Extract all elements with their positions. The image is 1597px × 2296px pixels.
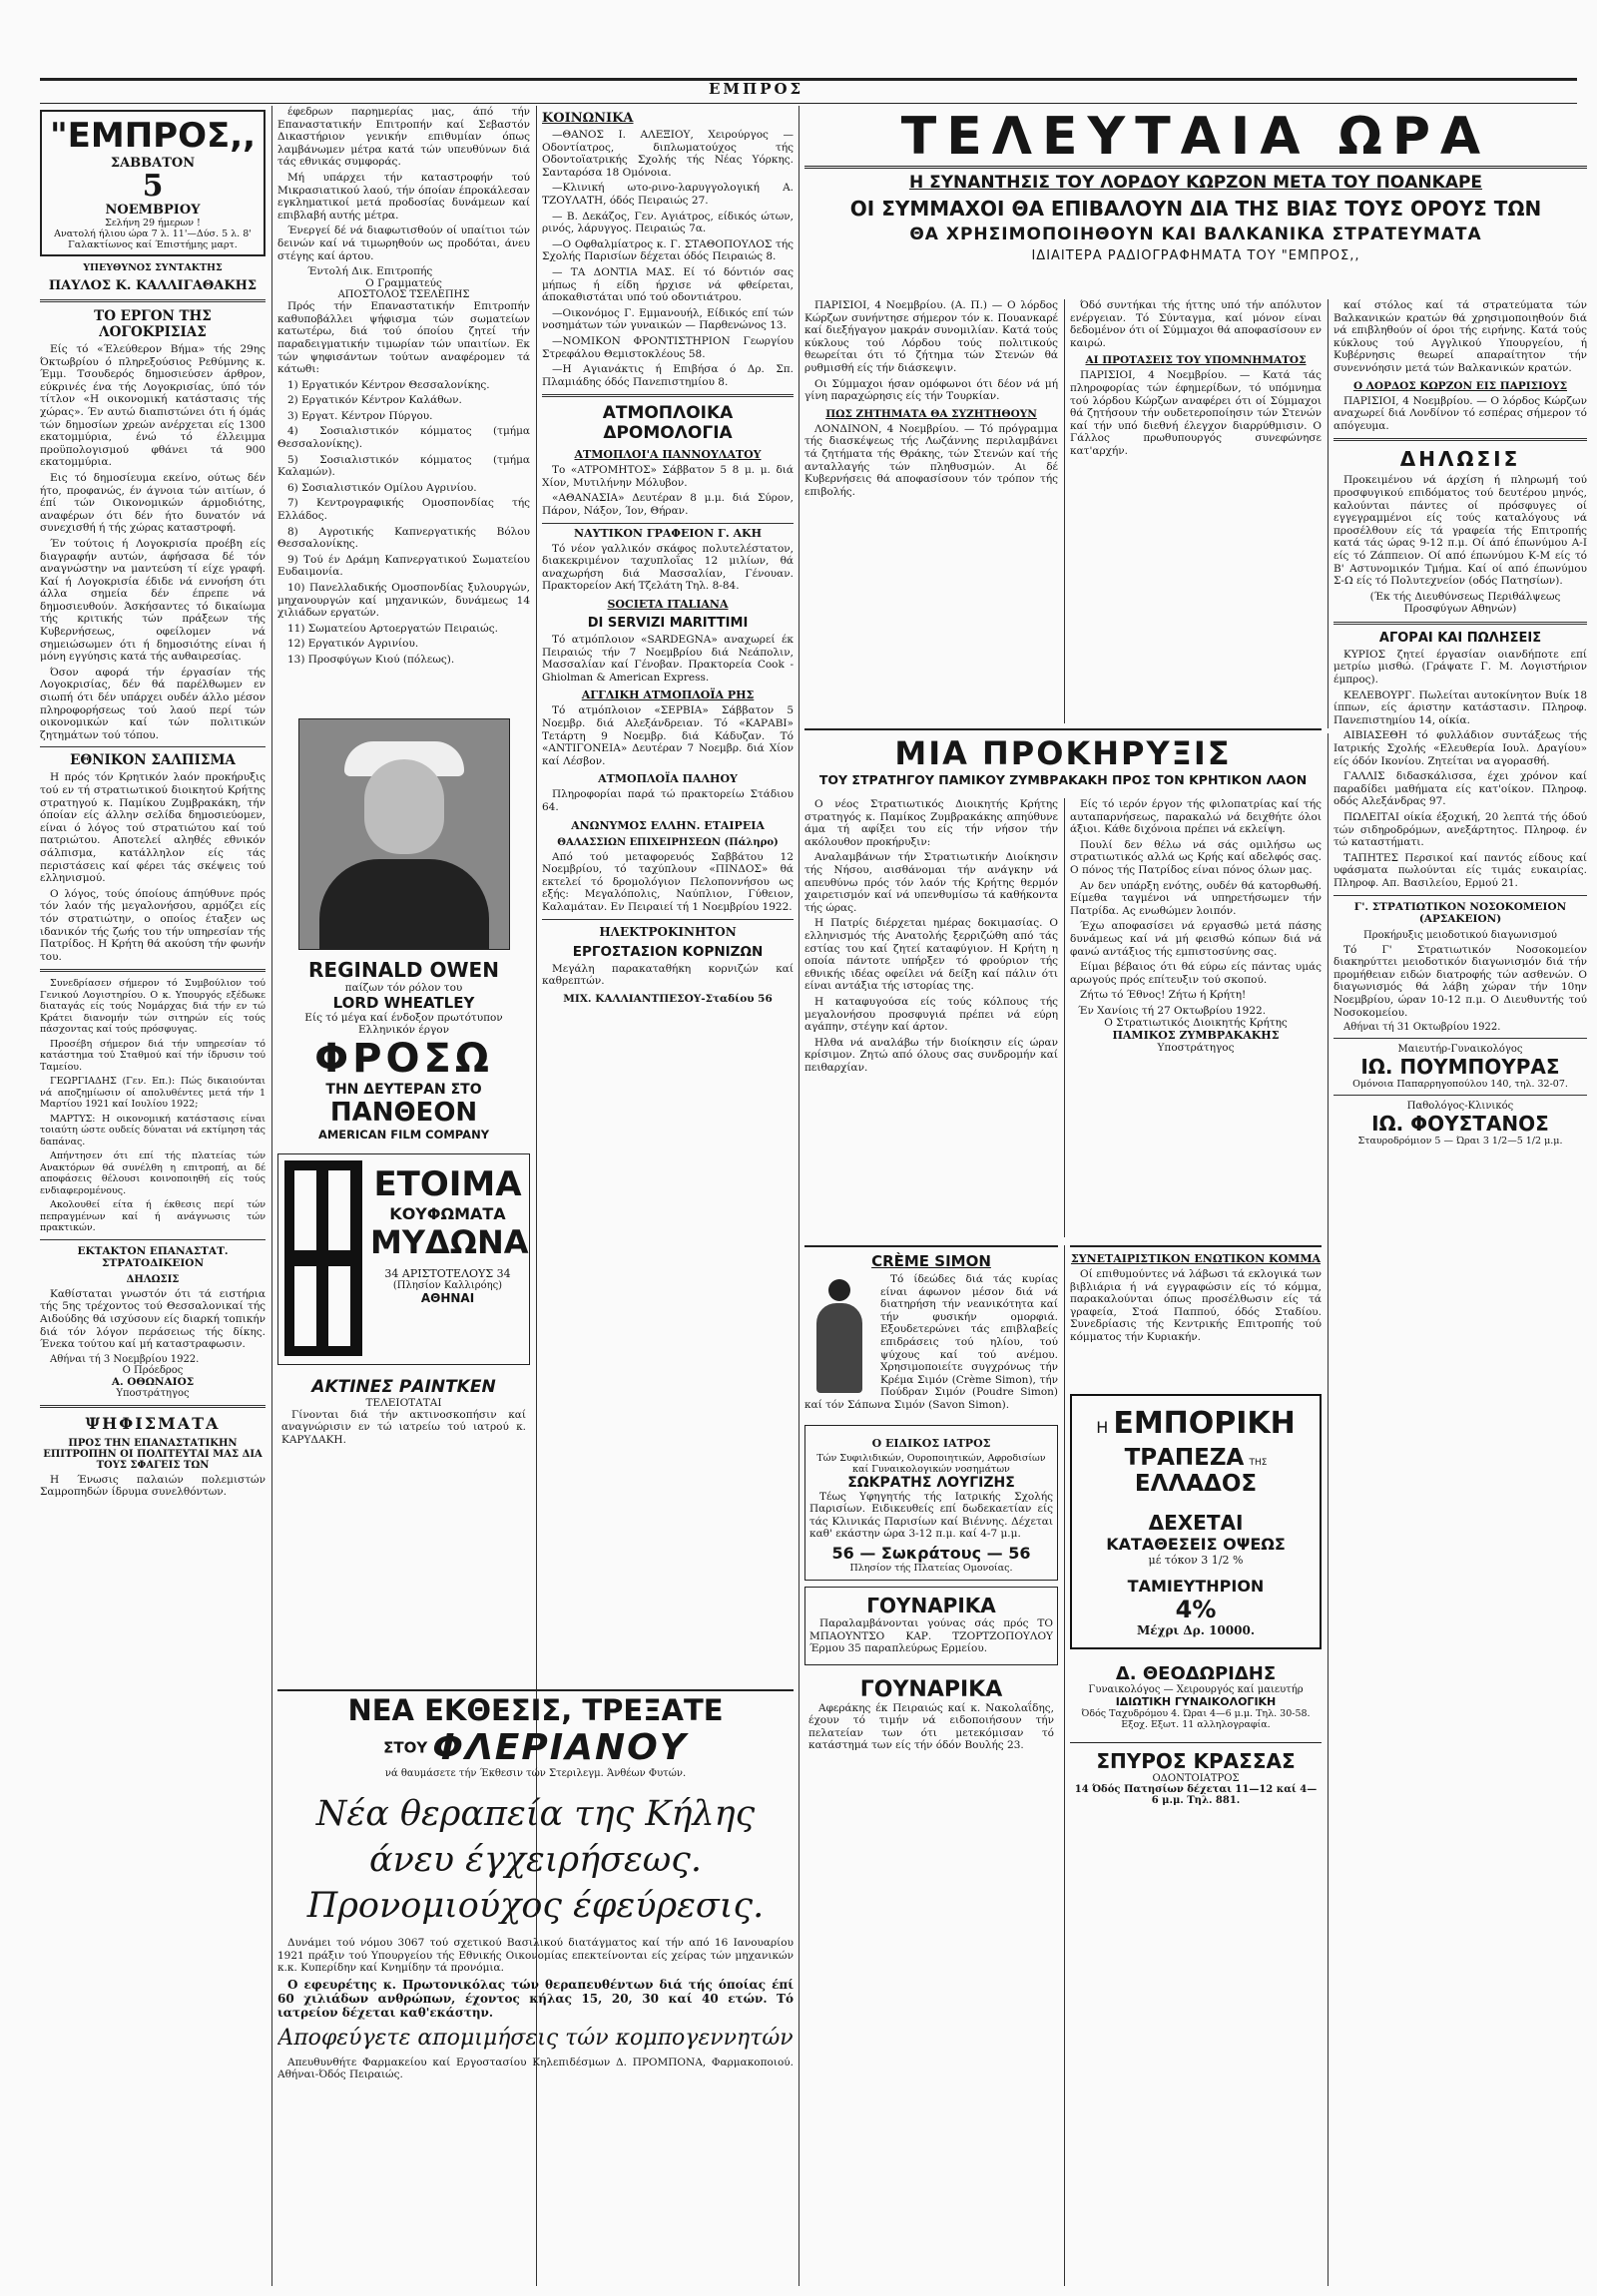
notice-signature: Α. ΟΘΩΝΑΙΟΣ — [111, 1375, 195, 1388]
film-star: REGINALD OWEN — [308, 957, 499, 982]
column-rule — [798, 106, 799, 2286]
film-description: Είς τό μέγα καί ένδοξον πρωτότυπον Ελληνικόν έργον — [304, 1011, 503, 1036]
headline-sub1: Η ΣΥΝΑΝΤΗΣΙΣ ΤΟΥ ΛΟΡΔΟΥ ΚΩΡΖΟΝ ΜΕΤΑ ΤΟΥ ΠΟΑΝΚΑΡΕ — [908, 173, 1483, 193]
furs-advertisement — [804, 1587, 1058, 1665]
declaration-text: Προκειμένου νά άρχίση ή πληρωμή τού προσφυγικού επιδόματος τού δευτέρου μηνός, καλούνται πάντες οί πρόσφυγες οί εγγεγραμμένοι είς τούς καταλόγους νά προσέλθουν είς τά γραφεία τής Επιτροπής κατά τάς ώρας 9-12 π.μ. Οί άπό έπωνύμου Α-Ι είς τό Ζάππειον. Οί από έπωνύμου Κ-Μ είς τό Β' Αστυνομικόν Τμήμα. Καί οί από έπωνύμου Σ-Ω είς τό Πολυτεχνείον (οδός Πατησίων). — [1333, 474, 1587, 588]
shop-city: ΑΘΗΝΑΙ — [420, 1290, 475, 1305]
separator — [40, 969, 266, 972]
dateline-box — [40, 110, 266, 256]
editor-role: ΥΠΕΥΘΥΝΟΣ ΣΥΝΤΑΚΤΗΣ — [83, 262, 223, 273]
shipping-item: «ΑΘΑΝΑΣΙΑ» Δευτέραν 8 μ.μ. διά Σύρον, Πάρον, Νάξον, Ίον, Θήραν. — [542, 492, 794, 518]
notice-paragraph: Καθίσταται γνωστόν ότι τά ειστήρια τής 5ης τρέχοντος τού Θεσσαλονικαί τής Αιδούδης θά ισχύσουν είς διαρκή τοπικήν διά τόν λόγον περάσειως τής δίκης. Ένεκα τούτου καί μή καταστραφωσιν. — [40, 1287, 266, 1351]
shipping-company: ΑΓΓΛΙΚΗ ΑΤΜΟΠΛΟΪΑ ΡΗΣ — [581, 689, 755, 702]
article-paragraph: Ένεργεί δέ νά διαφωτισθούν οί υπαίτιοι τών δεινών καί νά τιμωρηθούν ως προδόται, άνευ στέγης καί άρτου. — [277, 225, 530, 262]
shop-subheading: ΚΟΥΦΩΜΑΤΑ — [389, 1203, 506, 1223]
bank-max: Μέχρι Δρ. 10000. — [1136, 1622, 1255, 1637]
market-item: ΑΙΒΙΑΣΕΘΗ τό φυλλάδιον συντάξεως τής Ιατρικής Σχολής «Ελευθερία Ιουλ. Δραγίου» είς όδόν Ικονίου. Ζητείται να αγορασθή. — [1333, 729, 1587, 767]
news-subheading: ΑΙ ΠΡΟΤΑΣΕΙΣ ΤΟΥ ΥΠΟΜΝΗΜΑΤΟΣ — [1085, 354, 1307, 367]
masthead-strip — [40, 78, 1577, 104]
separator — [542, 394, 794, 397]
headline-sub2: ΟΙ ΣΥΜΜΑΧΟΙ ΘΑ ΕΠΙΒΑΛΟΥΝ ΔΙΑ ΤΗΣ ΒΙΑΣ ΤΟΥΣ ΟΡΟΥΣ ΤΩΝ — [849, 197, 1542, 221]
editor-name: ΠΑΥΛΟΣ Κ. ΚΑΛΛΙΓΑΘΑΚΗΣ — [48, 278, 258, 293]
proclamation-paragraph: Αν δεν υπάρξη ενότης, ουδέν θά κατορθωθή. Είμεθα ταγμένοι νά υπηρετήσωμεν τήν Πατρίδα. Ας ενωθώμεν λοιπόν. — [1070, 879, 1322, 917]
list-item: 2) Εργατικόν Κέντρον Καλάθων. — [287, 394, 462, 407]
headline-sub4: ΙΔΙΑΙΤΕΡΑ ΡΑΔΙΟΓΡΑΦΗΜΑΤΑ ΤΟΥ "ΕΜΠΡΟΣ,, — [1031, 248, 1360, 263]
film-role-name: LORD WHEATLEY — [332, 993, 475, 1012]
news-paragraph: ΠΑΡΙΣΙΟΙ, 4 Νοεμβρίου. — Ο λόρδος Κώρζων αναχωρεί διά Λονδίνον τό εσπέρας σήμερον τό απόγευμα. — [1333, 394, 1587, 432]
shipping-company: ΑΤΜΟΠΛΟΙ'Α ΠΑΝΝΟΥΛΑΤΟΥ — [574, 448, 762, 462]
article-paragraph: Η πρός τόν Κρητικόν λαόν προκήρυξις τού εν τή στρατιωτικού διοικητού Κρήτης στρατηγού κ. Παμίκου Ζυμβρακάκη, τήν όποίαν είς άλλην σελίδα δημοσιεύομεν, είναι ό λόγος τού στρατιώτου καί τού πατριώτου. Αποτελεί αληθές εθνικόν σάλπισμα, κατάλληλον είς τάς περιστάσεις καί φέρει τάς σκέψεις τού ελληνισμού. — [40, 771, 266, 885]
xray-text: Γίνονται διά τήν ακτινοσκοπήσιν καί αναγνώρισιν εν τώ ιατρείω τού ιατρού κ. ΚΑΡΥΔΑΚΗ. — [281, 1408, 526, 1446]
shop-name: ΜΥΔΩΝΑ — [370, 1222, 529, 1261]
hernia-advertisement — [277, 1791, 794, 2275]
shop-address: 34 ΑΡΙΣΤΟΤΕΛΟΥΣ 34 — [384, 1266, 511, 1280]
column-rule — [1064, 798, 1065, 1237]
actor-photo — [298, 718, 510, 950]
dateline-number: 5 — [142, 169, 164, 204]
xray-subtitle: ΤΕΛΕΙΟΤΑΤΑΙ — [365, 1396, 442, 1409]
list-item: 3) Εργατ. Κέντρον Πύργου. — [287, 409, 433, 422]
dateline-month: ΝΟΕΜΒΡΙΟΥ — [105, 203, 201, 218]
social-item: —Ο Οφθαλμίατρος κ. Γ. ΣΤΑΘΟΠΟΥΛΟΣ τής Σχολής Παρισίων δέχεται όδός Πειραιώς 8. — [542, 237, 794, 263]
notice-date: Αθήναι τή 3 Νοεμβρίου 1922. — [50, 1353, 200, 1365]
column-rule — [1328, 733, 1329, 2286]
social-item: — Β. Δεκάζος, Γεν. Αγιάτρος, είδικός ώτων, ρινός, λάρυγγος. Πειραιώς 7α. — [542, 210, 794, 235]
list-item: 9) Τού έν Δράμη Καπνεργατικού Σωματείου Ευδαιμονία. — [277, 553, 530, 579]
market-item: ΠΩΛΕΙΤΑΙ οίκία έξοχική, 20 λεπτά τής όδού τών σιδηροδρόμων, ανεξάρτητος. Πληροφ. έν τώ καταστήματι. — [1333, 811, 1587, 849]
news-paragraph: ΠΑΡΙΣΙΟΙ, 4 Νοεμβρίου. — Κατά τάς πληροφορίας τών έφημερίδων, τό υπόμνημα τού λόρδου Κώρζων αναφέρει ότι οί Σύμμαχοι θά ζητήσουν τήν ουδετεροποίησιν τών Στενών καί τήν υπό διεθνή έλεγχον διαρρύθμισιν. Ο Γάλλος πρωθυπουργός συνεφώνησε κατ'αρχήν. — [1070, 369, 1322, 457]
news-paragraph: ΠΑΡΙΣΙΟΙ, 4 Νοεμβρίου. (Α. Π.) — Ο λόρδος Κώρζων συνήντησε σήμερον τόν κ. Πουανκαρέ καί διεξήγαγον μακράν συνομιλίαν. Κατά τούς κύκλους τού Λόρδου τούς πολιτικούς θεωρείται ότι τό ζήτημα τών Στενών θά ρυθμισθή είς τήν διάσκεψιν. — [804, 299, 1058, 374]
proclamation-paragraph: Πουλί δεν θέλω νά σάς ομιλήσω ως στρατιωτικός αλλά ως Κρής καί αδελφός σας. Ο πόνος τής Πατρίδος είναι πόνος όλων μας. — [1070, 838, 1322, 876]
mirrors-subtitle: ΕΡΓΟΣΤΑΣΙΟΝ ΚΟΡΝΙΖΩΝ — [572, 943, 764, 960]
proclamation-paragraph: Είς τό ιερόν έργον τής φιλοπατρίας καί τής αυταπαρνήσεως, παρακαλώ νά δειχθήτε όλοι άξιοι. Κάθε διχόνοια πρέπει νά εκλείψη. — [1070, 798, 1322, 836]
gynecologist-clinic: ΙΔΙΩΤΙΚΗ ΓΥΝΑΙΚΟΛΟΓΙΚΗ — [1115, 1694, 1277, 1708]
doctor-heading: Ο ΕΙΔΙΚΟΣ ΙΑΤΡΟΣ — [871, 1436, 991, 1450]
doctor-specialty: Τών Συφιλιδικών, Ουροποιητικών, Αφροδισίων καί Γυναικολογικών νοσημάτων — [816, 1452, 1046, 1475]
hospital-date: Αθήναι τή 31 Οκτωβρίου 1922. — [1343, 1022, 1501, 1034]
bank-title-part: ΤΡΑΠΕΖΑ — [1124, 1444, 1245, 1471]
article-paragraph: Μή υπάρχει τήν καταστροφήν τού Μικρασιατικού λαού, τήν όποίαν έπροκάλεσαν εγκληματικοί μετά προδοσίας δυνάμεων καί επιβλαβή αυτής μέτρα. — [277, 171, 530, 222]
shop-headline: ΕΤΟΙΜΑ — [373, 1163, 522, 1204]
dentist-advertisement — [1070, 1742, 1322, 1812]
proclamation-paragraph: Ηλθα νά αναλάβω τήν διοίκησιν είς ώραν κρίσιμον. Ζητώ από όλους σας συνδρομήν καί πειθαρχίαν. — [804, 1036, 1058, 1074]
proclamation-subtitle: ΤΟΥ ΣΤΡΑΤΗΓΟΥ ΠΑΜΙΚΟΥ ΖΥΜΒΡΑΚΑΚΗ ΠΡΟΣ ΤΟΝ ΚΡΗΤΙΚΟΝ ΛΑΟΝ — [818, 772, 1308, 787]
social-item: — ΤΑ ΔΟΝΤΙΑ ΜΑΣ. Εί τό δόντιόν σας μήπως ή είδη ήρχισε νά φθείρεται, άποκαθιστάται υπό τού οδοντιάτρου. — [542, 265, 794, 304]
bank-title-part: ΕΛΛΑΔΟΣ — [1134, 1470, 1258, 1497]
bank-title-part: ΤΗΣ — [1249, 1457, 1268, 1468]
shop-advertisement — [277, 1153, 530, 1365]
moon-info: Σελήνη 29 ήμερων ! — [105, 218, 201, 229]
bank-savings-rate: 4% — [1175, 1595, 1217, 1623]
separator — [1333, 1095, 1587, 1096]
gynecologist-name: Δ. ΘΕΟΔΩΡΙΔΗΣ — [1115, 1662, 1277, 1684]
mirrors-title: ΗΛΕΚΤΡΟΚΙΝΗΤΟΝ — [599, 924, 737, 939]
mirrors-text: Μεγάλη παρακαταθήκη κορνιζών καί καθρεπτών. — [542, 962, 794, 988]
shipping-company: ΑΝΩΝΥΜΟΣ ΕΛΛΗΝ. ΕΤΑΙΡΕΙΑ — [571, 818, 765, 832]
list-item: 12) Εργατικόν Αγρινίου. — [287, 638, 419, 651]
furs-title: ΓΟΥΝΑΡΙΚΑ — [859, 1676, 1003, 1702]
list-item: 6) Σοσιαλιστικόν Ομίλου Αγρινίου. — [287, 481, 477, 494]
doctor-address: 56 — Σωκράτους — 56 — [831, 1543, 1031, 1563]
separator — [1333, 622, 1587, 625]
rightmost-column — [1333, 299, 1587, 2286]
film-advertisement — [277, 673, 530, 1148]
proclamation-header — [804, 728, 1322, 787]
column-rule — [1064, 299, 1065, 723]
shipping-item: Από τού μεταφορευός Σαββάτου 12 Νοεμβρίου, τό ταχύπλουν «ΠΙΝΔΟΣ» θά εκτελεί τό δρομολόγιον Πελοποννήσου ως εξής: Μεγαλόπολις, Ναύπλιον, Γύθειον, Καλαμάταν. Εν Πειραιεί τή 1 Νοεμβρίου 1922. — [542, 850, 794, 913]
notice-subtitle: ΔΗΛΩΣΙΣ — [126, 1273, 180, 1285]
proclamation-paragraph: Έχω αποφασίσει νά εργασθώ μετά πάσης δυνάμεως καί νά μή φεισθώ κόπων διά νά φανώ αντάξιος τής εμπιστοσύνης σας. — [1070, 920, 1322, 958]
doctor-card-role: Παθολόγος-Κλινικός — [1406, 1101, 1514, 1113]
declaration-signature: (Έκ τής Διευθύνσεως Περιθάλψεως Προσφύγων Αθηνών) — [1369, 590, 1561, 616]
sun-info: Ανατολή ήλιου ώρα 7 λ. 11'—Δύσ. 5 λ. 8' — [54, 229, 252, 239]
doctor-card-address: Σταυροδρόμιον 5 — Ώραι 3 1/2—5 1/2 μ.μ. — [1357, 1136, 1563, 1148]
doctor-card-1 — [1333, 1044, 1587, 1090]
market-item: ΤΑΠΗΤΕΣ Περσικοί καί παντός είδους καί υφάσματα πωλούνται είς τιμάς ευκαιρίας. Πληροφ. Απ. Βασιλείου, Ερμού 21. — [1333, 851, 1587, 889]
dentist-address: 14 Όδός Πατησίων δέχεται 11—12 καί 4—6 μ.μ. Τηλ. 881. — [1074, 1783, 1318, 1806]
ads-column-left — [804, 1245, 1058, 2285]
shipping-item: Το «ΑΤΡΟΜΗΤΟΣ» Σάββατον 5 8 μ. μ. διά Χίον, Μυτιλήνην Μόλυβον. — [542, 464, 794, 489]
article-paragraph: Είς τό «Έλεύθερον Βήμα» τής 29ης Όκτωβρίου ό πληρεξούσιος Ρεθύμνης κ. Έμμ. Τσουδερός δημοσιεύσεν άρθρον, εύκρινές ένα τής Λογοκρισίας, ύπό τόν τίτλον «Η οικονομική κατάστασις τής χώρας». Έν αυτώ διαπιστώνει ότι ή όμάς τών δημοσίων χρεών ανέρχεται είς 1300 εκατομμύρια, ένώ τό έλλειμμα προϋπολογισμού φθάνει τά 900 εκατομμύρια. — [40, 343, 266, 469]
article-paragraph: Έν τούτοις ή Λογοκρισία προέβη είς διαγραφήν αυτών, άφήσασα δέ τόν αναγνώστην να μαντεύση τί είχε γραφή. Καί ή Λογοκρισία έδιδε νά εννοήση ότι άλλα σημεία δέν έπρεπε νά δημοσιευθούν. Άσκήσαντες τό δικαίωμα τής κριτικής τών πράξεων τής Κυβερνήσεως, οφείλομεν νά σημειώσωμεν ότι ή δημοσιότης είναι ή μόνη εγγύησις κατά τής αυθαιρεσίας. — [40, 537, 266, 664]
list-item: 11) Σωματείου Αρτοεργατών Πειραιώς. — [287, 622, 498, 635]
proclamation-paragraph: Είμαι βέβαιος ότι θά εύρω είς πάντας υμάς αρωγούς πρός επίτευξιν τού σκοπού. — [1070, 961, 1322, 986]
news-paragraph: Όδό συντήκαι τής ήττης υπό τήν απόλυτον ενέργειαν. Τό Σύνταγμα, καί μόνον είναι δεδομένον ότι οί Σύμμαχοι θά αποφασίσουν εν καιρώ. — [1070, 299, 1322, 349]
doctor-text: Τέως Υφηγητής τής Ιατρικής Σχολής Παρισίων. Ειδικευθείς επί δωδεκαετίαν είς τάς Κλινικάς Παρισίων καί Βιέννης. Δέχεται καθ' εκάστην ώρα 3-12 π.μ. καί 4-7 μ.μ. — [809, 1490, 1053, 1541]
paper-name: "ΕΜΠΡΟΣ,, — [49, 116, 257, 156]
flower-exhibition-banner — [277, 1689, 794, 1791]
news-paragraph: Οι Σύμμαχοι ήσαν ομόφωνοι ότι δέον νά μή γίνη παραχώρησις είς τήν Τουρκίαν. — [804, 377, 1058, 403]
social-item: —ΘΑΝΟΣ Ι. ΑΛΕΞΙΟΥ, Χειρούργος — Οδοντίατρος, διπλωματούχος τής Οδοντοϊατρικής Σχολής τής Νέας Υόρκης. Σανταρόσα 18 Ομόνοια. — [542, 129, 794, 179]
hernia-warning: Αποφεύγετε απομιμήσεις τών κομπογεννητών — [277, 2025, 794, 2051]
article-paragraph: Πρός τήν Επαναστατικήν Επιτροπήν καθυποβάλλει ψήφισμα τών σωματείων κατωτέρω, διά τού όποίου ζητεί τήν παραδειγματικήν τιμωρίαν τών υπαιτίων. Εκ τών ψηφισάντων τούτων αναφέρομεν τά κάτωθι: — [277, 300, 530, 376]
creme-title: CRÈME SIMON — [871, 1252, 991, 1270]
news-paragraph: ΛΟΝΔΙΝΟΝ, 4 Νοεμβρίου. — Τό πρόγραμμα τής διασκέψεως τής Λωζάννης περιλαμβάνει τά ζητήματα τής Θράκης, τών Στενών καί τής ανταλλαγής τών πληθυσμών. Αι δέ Κυβερνήσεις θά αποφασίσουν τόν τρόπον τής επιβολής. — [804, 422, 1058, 498]
proclamation-paragraph: Αναλαμβάνων τήν Στρατιωτικήν Διοίκησιν τής Νήσου, αισθάνομαι τήν ανάγκην νά απευθύνω πρός τόν λαόν τής Κρήτης θερμόν χαιρετισμόν καί νά υπενθυμίσω τά καθήκοντα τής ώρας. — [804, 851, 1058, 914]
xray-title: ΑΚΤΙΝΕΣ ΡΑΙΝΤΚΕΝ — [311, 1376, 496, 1397]
doctor-address-note: Πλησίον τής Πλατείας Ομονοίας. — [849, 1562, 1013, 1574]
banner-line3: νά θαυμάσετε τήν Έκθεσιν τών Στεριλεγμ. Άνθέων Φυτών. — [384, 1768, 687, 1779]
doctor-card-address: Ομόνοια Παπαρρηγοπούλου 140, τηλ. 32-07. — [1352, 1079, 1568, 1091]
column-rule — [271, 106, 272, 2286]
masthead-title: ΕΜΠΡΟΣ — [709, 80, 804, 98]
gynecologist-role: Γυναικολόγος — Χειρουργός καί μαιευτήρ — [1088, 1683, 1304, 1695]
social-item: —ΝΟΜΙΚΟΝ ΦΡΟΝΤΙΣΤΗΡΙΟΝ Γεωργίου Στρεφάλου Θεμιστοκλέους 58. — [542, 334, 794, 360]
market-item: ΚΥΡΙΟΣ ζητεί έργασίαν οιανδήποτε επί μετρίω μισθώ. (Γράψατε Γ. Μ. Λογιστήριον έμπρος). — [1333, 648, 1587, 687]
article-title: ΤΟ ΕΡΓΟΝ ΤΗΣ ΛΟΓΟΚΡΙΣΙΑΣ — [94, 308, 212, 340]
notice-role: Ο Πρόεδρος — [122, 1364, 184, 1376]
hospital-text: Τό Γ' Στρατιωτικόν Νοσοκομείον διακηρύττει μειοδοτικόν διαγωνισμόν διά τήν προμήθειαν ειδών διατροφής τών ασθενών. Ο διαγωνισμός θά λάβη χώραν τήν 10ην Νοεμβρίου, ώραν 10-12 π.μ. Ο Διευθυντής τού Νοσοκομείου. — [1333, 943, 1587, 1019]
ads-column-right — [1070, 1245, 1322, 2285]
latest-news-header — [804, 108, 1587, 263]
social-item: —Κλινική ωτο-ρινο-λαρυγγολογική Α. ΤΖΟΥΛΑΤΗ, όδός Πειραιώς 27. — [542, 182, 794, 207]
notice-paragraph: ΓΕΩΡΓΙΑΔΗΣ (Γεν. Επ.): Πώς δικαιούνται νά αποζημίωσιν οί απολυθέντες μετά τήν 1 Μαρτίου 1921 καί Ιουλίου 1922; — [40, 1076, 266, 1111]
banner-brand: ΦΛΕΡΙΑΝΟΥ — [432, 1727, 688, 1768]
syndicate-text: Οί επιθυμούντες νά λάβωσι τά εκλογικά των βιβλιάρια ή νά εγγραφώσιν είς τό κόμμα, παρακαλούνται όπως προσέλθωσιν είς τά γραφεία, Στοά Παππού, όδός Σταδίου. Συνεδρίασις τής Κεντρικής Επιτροπής τού κόμματος τήν Κυριακήν. — [1070, 1268, 1322, 1343]
banner-prefix: ΣΤΟΥ — [383, 1738, 428, 1757]
gynecologist-address: Όδός Ταχυδρόμου 4. Ώραι 4—6 μ.μ. Τηλ. 30-58. — [1081, 1707, 1311, 1719]
article-paragraph: Όσον αφορά τήν έργασίαν τής Λογοκρισίας, δέν θά παρέλθωμεν εν σιωπή ότι δέν υπάρχει ουδέν άλλο μέσον πληροφορήσεως τού λαού περί τών οικονομικών καί τών πολιτικών ζητημάτων τού τόπου. — [40, 666, 266, 741]
furs-advertisement-2 — [804, 1671, 1058, 1761]
column-rule — [1064, 1245, 1065, 2286]
notice-title: ΕΚΤΑΚΤΟΝ ΕΠΑΝΑΣΤΑΤ. ΣΤΡΑΤΟΔΙΚΕΙΟΝ — [77, 1244, 229, 1269]
hernia-line2: άνευ έγχειρήσεως. — [369, 1840, 702, 1880]
article-paragraph: Εις τό δημοσίευμα εκείνο, ούτως δέν ήτο, προφανώς, έν άγνοια τών αιτίων, ό έπί τών Οικονομικών άρμοδιότης, αναφέρων ότι δέν ήτο δυνατόν νά συνεχισθή ή τής χώρας καταστροφή. — [40, 471, 266, 535]
banner-line1: ΝΕΑ ΕΚΘΕΣΙΣ, ΤΡΕΞΑΤΕ — [347, 1693, 724, 1727]
news-subheading: ΠΩΣ ΖΗΤΗΜΑΤΑ ΘΑ ΣΥΖΗΤΗΘΟΥΝ — [825, 407, 1037, 420]
headline-sub3: ΘΑ ΧΡΗΣΙΜΟΠΟΙΗΘΟΥΝ ΚΑΙ ΒΑΛΚΑΝΙΚΑ ΣΤΡΑΤΕΥΜΑΤΑ — [909, 225, 1482, 244]
doctor-card-role: Μαιευτήρ-Γυναικολόγος — [1397, 1044, 1523, 1056]
hernia-text: Ο εφευρέτης κ. Πρωτονικόλας τών θεραπευθέντων διά τής όποίας έπί 60 χιλιάδων ανθρώπων, έχοντος κήλας 15, 20, 30 καί 40 ετών. Τό ιατρείον δέχεται καθ'εκάστην. — [277, 1977, 794, 2020]
shipping-company: ΝΑΥΤΙΚΟΝ ΓΡΑΦΕΙΟΝ Γ. ΑΚΗ — [542, 523, 794, 540]
bank-prefix: Η — [1096, 1417, 1109, 1437]
separator — [1333, 438, 1587, 441]
shipping-item: Τό ατμόπλοιον «SARDEGNA» αναχωρεί έκ Πειραιώς τήν 7 Νοεμβρίου διά Νεάπολιν, Μασσαλίαν καί Γένοβαν. Πρακτορεία Cook - Ghiolman & American Express. — [542, 634, 794, 684]
article-paragraph: Ο λόγος, τούς όποίους άπηύθυνε πρός τόν λαόν τής μεγαλονήσου, αρμόζει είς τόν στρατιώτην, ο οποίος έταξεν ως ιδανικόν τής ζωής του τήν υπηρεσίαν τής Πατρίδος. Η Κρήτη θά ακούση τήν φωνήν του. — [40, 887, 266, 963]
column-rule — [1328, 299, 1329, 728]
hernia-address: Απευθυνθήτε Φαρμακείου καί Εργοστασίου Κηλεπιδέσμων Δ. ΠΡΟΜΠΟΝΑ, Φαρμακοποιού. Αθήναι-Όδός Πειραιώς. — [277, 2056, 794, 2081]
market-item: ΓΑΛΛΙΣ διδασκάλισσα, έχει χρόνον καί παραδίδει μαθήματα είς κατ'οίκον. Πληροφ. οδός Αλεξάνδρας 97. — [1333, 770, 1587, 808]
separator — [40, 746, 266, 747]
proclamation-role: Ο Στρατιωτικός Διοικητής Κρήτης — [1104, 1016, 1288, 1029]
film-company: AMERICAN FILM COMPANY — [317, 1127, 490, 1142]
furs-title: ΓΟΥΝΑΡΙΚΑ — [866, 1593, 996, 1617]
mirrors-address: ΜΙΧ. ΚΑΛΛΙΑΝΤΠΕΣΟΥ-Σταδίου 56 — [563, 992, 773, 1005]
notice-paragraph: ΜΑΡΤΥΣ: Η οικονομική κατάστασις είναι τοιαύτη ώστε ουδείς δύναται νά εκτίμηση τάς δαπάνας. — [40, 1113, 266, 1148]
creme-text: Τό ίδεώδες διά τάς κυρίας είναι άφωνον μέσον διά νά διατηρήση τήν νεανικότητα καί τήν φυσικήν ομορφιά. Εξουδετερώνει τάς επιβλαβείς επιδράσεις τού ηλίου, τού ψύχους καί τού ανέμου. Χρησιμοποιείτε συγχρόνως τήν Κρέμα Σιμόν (Crème Simon), τήν Πούδραν Σιμόν (Poudre Simon) καί τόν Σάπωνα Σιμόν (Savon Simon). — [804, 1273, 1058, 1411]
news-column-2 — [1070, 299, 1322, 723]
doctor-card-name: ΙΩ. ΠΟΥΜΠΟΥΡΑΣ — [1360, 1055, 1560, 1080]
film-when: ΤΗΝ ΔΕΥΤΕΡΑΝ ΣΤΟ — [325, 1081, 482, 1098]
hospital-title: Γ'. ΣΤΡΑΤΙΩΤΙΚΟΝ ΝΟΣΟΚΟΜΕΙΟΝ (ΑΡΣΑΚΕΙΟΝ) — [1353, 900, 1567, 925]
separator — [542, 919, 794, 920]
hernia-text: Δυνάμει τού νόμου 3067 τού σχετικού Βασιλικού διατάγματος καί τήν από 16 Ιανουαρίου 1921 πράξιν τού Υπουργείου τής Εθνικής Οικονομίας επεκτείνονται είς χείρας τών μηχανικών κ.κ. Κυπερίδην καί Κνημίδην τά προνόμια. — [277, 1937, 794, 1975]
decision-name: ΑΠΟΣΤΟΛΟΣ ΤΣΕΛΕΠΗΣ — [337, 289, 470, 301]
face-shape — [364, 759, 444, 854]
article-paragraph: έφεδρων παρημερίας μας, άπό τήν Επαναστατικήν Επιτροπήν καί Σεβαστόν Δικαστήριον γενικήν επιθυμίαν όπως λαμβάνωμεν μέτρα κατά τών υπευθύνων διά τάς εθνικάς συμφοράς. — [277, 106, 530, 169]
decision-intro: Έντολή Δικ. Επιτροπής — [307, 265, 433, 278]
dateline-day: ΣΑΒΒΑΤΟΝ — [110, 156, 196, 171]
separator — [40, 1405, 266, 1408]
lady-figure-icon — [804, 1275, 874, 1395]
furs-text: Παραλαμβάνονται γούνας σάς πρός ΤΟ ΜΠΑΟΥΝΤΣΟ ΚΑΡ. ΤΖΟΡΤΖΟΠΟΥΛΟΥ Έρμου 35 παραπλεύρως Ερμείου. — [809, 1616, 1053, 1655]
proclamation-role: Υποστράτηγος — [1157, 1041, 1235, 1054]
market-title: ΑΓΟΡΑΙ ΚΑΙ ΠΩΛΗΣΕΙΣ — [1378, 630, 1542, 646]
hospital-subtitle: Προκήρυξις μειοδοτικού διαγωνισμού — [1363, 929, 1557, 941]
proclamation-paragraph: Η καταφυγούσα είς τούς κόλπους τής μεγαλονήσου προσφυγιά πρέπει νά εύρη αγάπην, στέγην καί άρτον. — [804, 995, 1058, 1034]
film-cinema: ΠΑΝΘΕΟΝ — [329, 1097, 478, 1128]
separator — [1333, 1038, 1587, 1039]
separator — [40, 299, 266, 302]
shipping-title: ΑΤΜΟΠΛΟΙΚΑ ΔΡΟΜΟΛΟΓΙΑ — [602, 403, 734, 444]
separator — [40, 1239, 266, 1240]
notice-paragraph: Συνεδρίασεν σήμερον τό Συμβούλιον τού Γενικού Λογιστηρίου. Ο κ. Υπουργός εξέδωκε διαταγάς είς τούς Νομάρχας διά τήν εν τώ Κράτει διανομήν τών σιτηρών είς τούς πάσχοντας καί τούς πρόσφυγας. — [40, 978, 266, 1036]
proclamation-paragraph: Ο νέος Στρατιωτικός Διοικητής Κρήτης στρατηγός κ. Παμίκος Ζυμβρακάκης απηύθυνε άμα τή αφίξει του είς τήν νήσον τήν ακόλουθον προκήρυξιν: — [804, 798, 1058, 848]
hernia-line3: Προνομιούχος έφεύρεσις. — [306, 1886, 765, 1926]
list-item: 5) Σοσιαλιστικόν κόμματος (τμήμα Καλαμών). — [277, 453, 530, 479]
syndicate-title: ΣΥΝΕΤΑΙΡΙΣΤΙΚΟΝ ΕΝΩΤΙΚΟΝ ΚΟΜΜΑ — [1070, 1252, 1322, 1265]
market-item: ΚΕΛΕΒΟΥΡΓ. Πωλείται αυτοκίνητον Βυίκ 18 ίππων, είς άριστην κατάστασιν. Πληροφ. Πανεπιστημίου 14, οίκία. — [1333, 689, 1587, 726]
notice-paragraph: Ακολουθεί είτα ή έκθεσις περί τών πεπραγμένων καί ή ανάγνωσις τών πρακτικών. — [40, 1199, 266, 1234]
dentist-name: ΣΠΥΡΟΣ ΚΡΑΣΣΑΣ — [1096, 1748, 1296, 1773]
shipping-company: SOCIETA ITALIANA — [607, 598, 729, 612]
xray-advertisement — [277, 1371, 530, 1456]
furs-text: Αφεράκης έκ Πειραιώς καί κ. Νακολαΐδης, έχουν τό τιμήν νά ειδοποιήσουν τήν πελατείαν των ότι μετεκόμισαν τό κατάστημά των είς τήν όδόν Βουλής 23. — [808, 1701, 1054, 1752]
bank-accepts: ΔΕΧΕΤΑΙ — [1148, 1510, 1244, 1535]
doctor-card-name: ΙΩ. ΦΟΥΣΤΑΝΟΣ — [1371, 1112, 1549, 1137]
bank-savings: ΤΑΜΙΕΥΤΗΡΙΟΝ — [1127, 1576, 1265, 1596]
separator — [1333, 895, 1587, 896]
votes-title: ΨΗΦΙΣΜΑΤΑ — [85, 1413, 221, 1433]
shipping-item: Τό νέον γαλλικόν σκάφος πολυτελέστατον, διακεκριμένον ταχυπλοΐας 12 μιλίων, θά αναχωρήση διά Μασσαλίαν, Γένουαν. Πρακτορείον Ακή Τζελάτη Τηλ. 8-84. — [542, 542, 794, 593]
saints-info: Γαλακτίωνος καί Έπιστήμης μαρτ. — [68, 239, 238, 250]
gynecologist-advertisement — [1070, 1657, 1322, 1736]
news-subheading: Ο ΛΟΡΔΟΣ ΚΩΡΖΟΝ ΕΙΣ ΠΑΡΙΣΙΟΥΣ — [1352, 379, 1568, 392]
proclamation-date: Έν Χανίοις τή 27 Οκτωβρίου 1922. — [1078, 1004, 1267, 1017]
doctor-name: ΣΩΚΡΑΤΗΣ ΛΟΥΓΙΖΗΣ — [847, 1474, 1015, 1491]
social-item: —Η Αγιανάκτις ή Επιβήσα ό Δρ. Σπ. Πλαμιάδης όδός Πανεπιστημίου 8. — [542, 363, 794, 388]
article-title: ΕΘΝΙΚΟΝ ΣΑΛΠΙΣΜΑ — [70, 752, 236, 769]
shipping-company-sub: ΘΑΛΑΣΣΙΩΝ ΕΠΙΧΕΙΡΗΣΕΩΝ (Πάληρο) — [557, 836, 779, 848]
proclamation-column-1 — [804, 798, 1058, 1237]
social-item: —Οικονόμος Γ. Εμμανουήλ, Είδικός επί τών νοσημάτων τών γυναικών — Παρθενώνος 13. — [542, 306, 794, 332]
dentist-role: ΟΔΟΝΤΟΙΑΤΡΟΣ — [1152, 1772, 1240, 1784]
proclamation-paragraph: Ζήτω τό Έθνος! Ζήτω ή Κρήτη! — [1080, 989, 1247, 1002]
decision-sign: Ο Γραμματεύς — [365, 277, 442, 290]
shipping-item: Πληροφορίαι παρά τώ πρακτορείω Στάδιου 64. — [542, 788, 794, 813]
shop-address-note: (Πλησίον Καλλιρόης) — [392, 1279, 503, 1291]
list-item: 8) Αγροτικής Καπνεργατικής Βόλου Θεσσαλονίκης. — [277, 525, 530, 551]
bank-advertisement — [1070, 1394, 1322, 1649]
shop-window-graphic — [284, 1160, 362, 1356]
votes-subtitle: ΠΡΟΣ ΤΗΝ ΕΠΑΝΑΣΤΑΤΙΚΗΝ ΕΠΙΤΡΟΠΗΝ ΟΙ ΠΟΛΙΤΕΥΤΑΙ ΜΑΣ ΔΙΑ ΤΟΥΣ ΣΦΑΓΕΙΣ ΤΩΝ — [43, 1437, 263, 1471]
latest-news-title: ΤΕΛΕΥΤΑΙΑ ΩΡΑ — [804, 108, 1587, 169]
doctor-card-2 — [1333, 1101, 1587, 1147]
coat-shape — [319, 859, 489, 949]
doctor-advertisement — [804, 1425, 1058, 1581]
bank-title: ΕΜΠΟΡΙΚΗ — [1113, 1405, 1296, 1441]
list-item: 1) Εργατικόν Κέντρον Θεσσαλονίκης. — [287, 378, 490, 391]
left-column — [40, 106, 266, 2286]
third-column — [542, 106, 794, 1687]
news-column-1 — [804, 299, 1058, 798]
proclamation-title: ΜΙΑ ΠΡΟΚΗΡΥΞΙΣ — [894, 734, 1232, 772]
film-title: ΦΡΟΣΩ — [314, 1035, 493, 1082]
proclamation-signature: ΠΑΜΙΚΟΣ ΖΥΜΒΡΑΚΑΚΗΣ — [1112, 1028, 1280, 1042]
film-role-line: παίζων τόν ρόλον του — [344, 981, 463, 994]
gynecologist-note: Εξοχ. Εξωτ. 11 αλληλογραφία. — [1121, 1718, 1271, 1730]
proclamation-paragraph: Η Πατρίς διέρχεται ημέρας δοκιμασίας. Ο ελληνισμός τής Ανατολής ξερριζώθη από τάς εστίας του καί ζητεί καταφύγιον. Η Κρήτη η οποία πάντοτε υπήρξεν τό φρούριον τής εθνικής ιδέας οφείλει νά δείξη καί πάλιν ότι είναι αντάξια τής ιστορίας της. — [804, 917, 1058, 993]
bank-deposits: ΚΑΤΑΘΕΣΕΙΣ ΟΨΕΩΣ — [1106, 1534, 1286, 1554]
list-item: 4) Σοσιαλιστικόν κόμματος (τμήμα Θεσσαλονίκης). — [277, 425, 530, 451]
shipping-item: Τό ατμόπλοιον «ΣΕΡΒΙΑ» Σάββατον 5 Νοεμβρ. διά Αλεξάνδρειαν. Τό «ΚΑΡΑΒΙ» Τετάρτη 9 Νοεμβρ. διά Κάδυζαν. Τό «ΑΝΤΙΓΟΝΕΙΑ» Δευτέραν 7 Νοεμβρ. διά Χίον καί Λέσβον. — [542, 704, 794, 767]
bank-rate: μέ τόκον 3 1/2 % — [1148, 1553, 1244, 1567]
social-title: ΚΟΙΝΩΝΙΚΑ — [542, 111, 634, 126]
list-item: 13) Προσφύγων Κιού (πόλεως). — [287, 653, 455, 666]
proclamation-column-2 — [1070, 798, 1322, 1237]
notice-role: Υποστράτηγος — [116, 1387, 190, 1399]
notice-paragraph: Απήντησεν ότι επί τής πλατείας τών Ανακτόρων θά συνέλθη η επιτροπή, αι δέ αποφάσεις θέλουσι κοινοποιηθή είς τούς ενδιαφερομένους. — [40, 1150, 266, 1196]
declaration-title: ΔΗΛΩΣΙΣ — [1399, 447, 1521, 472]
votes-paragraph: Η Ένωσις παλαιών πολεμιστών Σαμροπηδών ίδρυμα συνελθόντων. — [40, 1473, 266, 1499]
news-paragraph: καί στόλος καί τά στρατεύματα τών Βαλκανικών κρατών θά χρησιμοποιηθούν διά νά επιβληθούν οί όροι τής ειρήνης. Κατά τούς κύκλους τού Αγγλικού Υπουργείου, ή Κυβέρνησις θεωρεί απαραίτητον τήν συνεννόησιν μετά τών Βαλκανικών κρατών. — [1333, 299, 1587, 374]
list-item: 10) Πανελλαδικής Ομοσπονδίας ξυλουργών, μηχανουργών καί μηχανικών, δυνάμεως 14 χιλιάδων εργατών. — [277, 582, 530, 620]
list-item: 7) Κεντρογραφικής Ομοσπονδίας τής Ελλάδος. — [277, 497, 530, 523]
shipping-company: ΑΤΜΟΠΛΟΪΑ ΠΑΛΗΟΥ — [598, 772, 738, 786]
hernia-line1: Νέα θεραπεία της Κήλης — [315, 1794, 756, 1834]
notice-paragraph: Προσέβη σήμερον διά τήν υπηρεσίαν τό κατάστημα τού Σταθμού καί τήν ίδρυσιν τού Ταμείου. — [40, 1038, 266, 1073]
shipping-company-sub: DI SERVIZI MARITTIMI — [587, 616, 749, 632]
